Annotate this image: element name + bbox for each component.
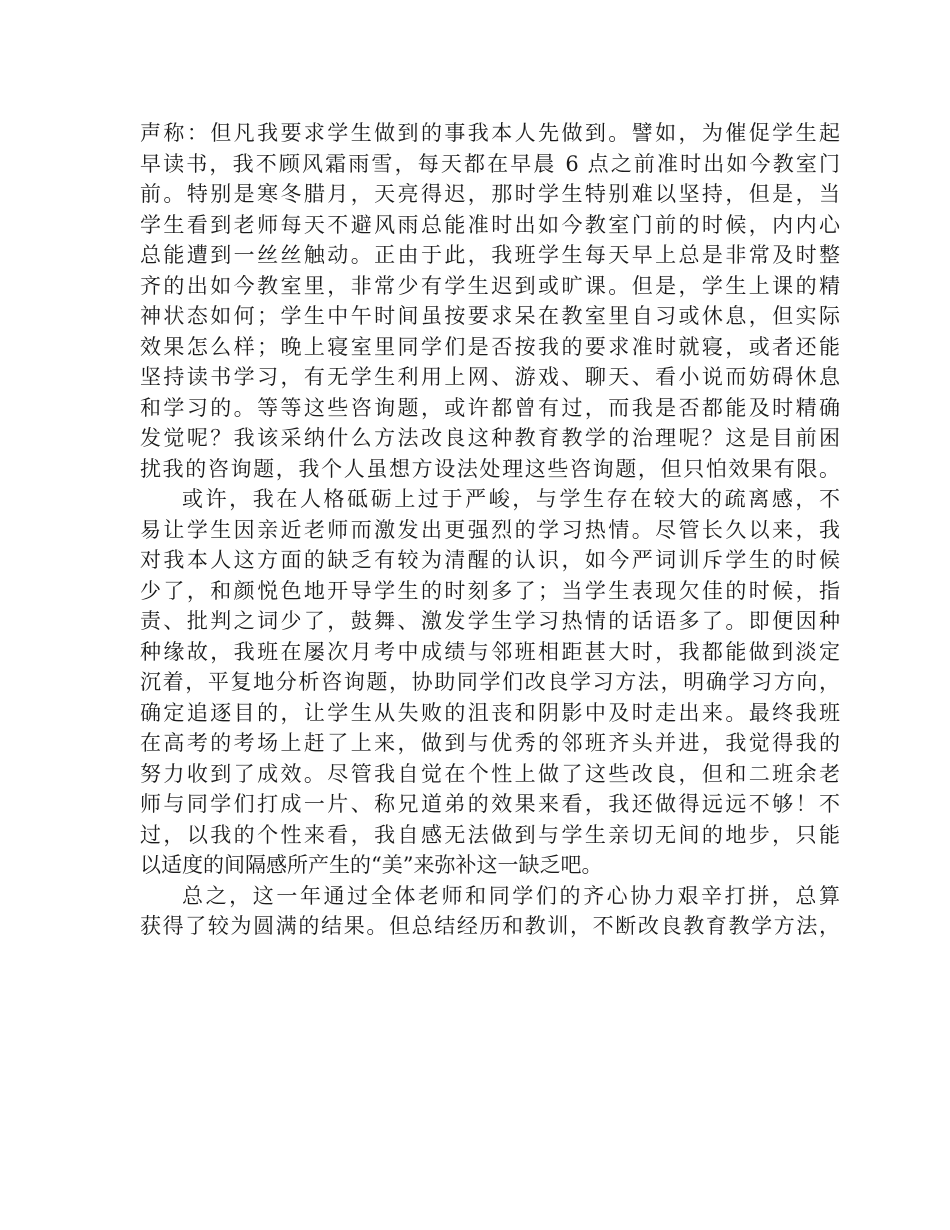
text-line: 声称：但凡我要求学生做到的事我本人先做到。譬如，为催促学生起 (140, 121, 840, 145)
paragraph-2 (140, 484, 840, 881)
text-line: 总能遭到一丝丝触动。正由于此，我班学生每天早上总是非常及时整 (140, 243, 840, 267)
text-line: 发觉呢？我该采纳什么方法改良这种教育教学的治理呢？这是目前困 (140, 426, 840, 450)
text-line: 易让学生因亲近老师而激发出更强烈的学习热情。尽管长久以来，我 (140, 517, 840, 542)
text-line: 齐的出如今教室里，非常少有学生迟到或旷课。但是，学生上课的精 (140, 273, 840, 298)
text-line: 沉着，平复地分析咨询题，协助同学们改良学习方法，明确学习方向， (140, 670, 840, 694)
text-line-last: 以适度的间隔感所产生的“美”来弥补这一缺乏吧。 (140, 853, 603, 877)
text-line-first: 或许，我在人格砥砺上过于严峻，与学生存在较大的疏离感，不 (182, 487, 840, 511)
paragraph-1 (140, 118, 840, 484)
text-line: 学生看到老师每天不避风雨总能准时出如今教室门前的时候，内内心 (140, 212, 840, 237)
text-line: 责、批判之词少了，鼓舞、激发学生学习热情的话语多了。即便因种 (140, 609, 840, 633)
text-line: 坚持读书学习，有无学生利用上网、游戏、聊天、看小说而妨碍休息 (140, 365, 840, 389)
text-line: 确定追逐目的，让学生从失败的沮丧和阴影中及时走出来。最终我班 (140, 700, 840, 725)
text-line: 和学习的。等等这些咨询题，或许都曾有过，而我是否都能及时精确 (140, 395, 840, 420)
text-line: 早读书，我不顾风霜雨雪，每天都在早晨 6 点之前准时出如今教室门 (140, 151, 840, 176)
text-line: 少了，和颜悦色地开导学生的时刻多了；当学生表现欠佳的时候，指 (140, 578, 840, 603)
text-line: 努力收到了成效。尽管我自觉在个性上做了这些改良，但和二班余老 (140, 761, 840, 786)
text-line: 前。特别是寒冬腊月，天亮得迟，那时学生特别难以坚持，但是，当 (140, 182, 840, 206)
text-line: 在高考的考场上赶了上来，做到与优秀的邻班齐头并进，我觉得我的 (140, 731, 840, 755)
text-line: 种缘故，我班在屡次月考中成绩与邻班相距甚大时，我都能做到淡定 (140, 639, 840, 664)
text-line: 过，以我的个性来看，我自感无法做到与学生亲切无间的地步，只能 (140, 822, 840, 847)
text-line: 神状态如何；学生中午时间虽按要求呆在教室里自习或休息，但实际 (140, 304, 840, 328)
paragraph-3 (140, 881, 840, 942)
text-line-first: 总之，这一年通过全体老师和同学们的齐心协力艰辛打拼，总算 (182, 883, 840, 908)
text-line: 获得了较为圆满的结果。但总结经历和教训，不断改良教育教学方法， (140, 914, 840, 938)
document-body (140, 118, 840, 942)
text-line: 效果怎么样；晚上寝室里同学们是否按我的要求准时就寝，或者还能 (140, 334, 840, 359)
text-line: 扰我的咨询题，我个人虽想方设法处理这些咨询题，但只怕效果有限。 (140, 456, 840, 481)
text-line: 对我本人这方面的缺乏有较为清醒的认识，如今严词训斥学生的时候 (140, 548, 840, 572)
text-line: 师与同学们打成一片、称兄道弟的效果来看，我还做得远远不够！不 (140, 792, 840, 816)
